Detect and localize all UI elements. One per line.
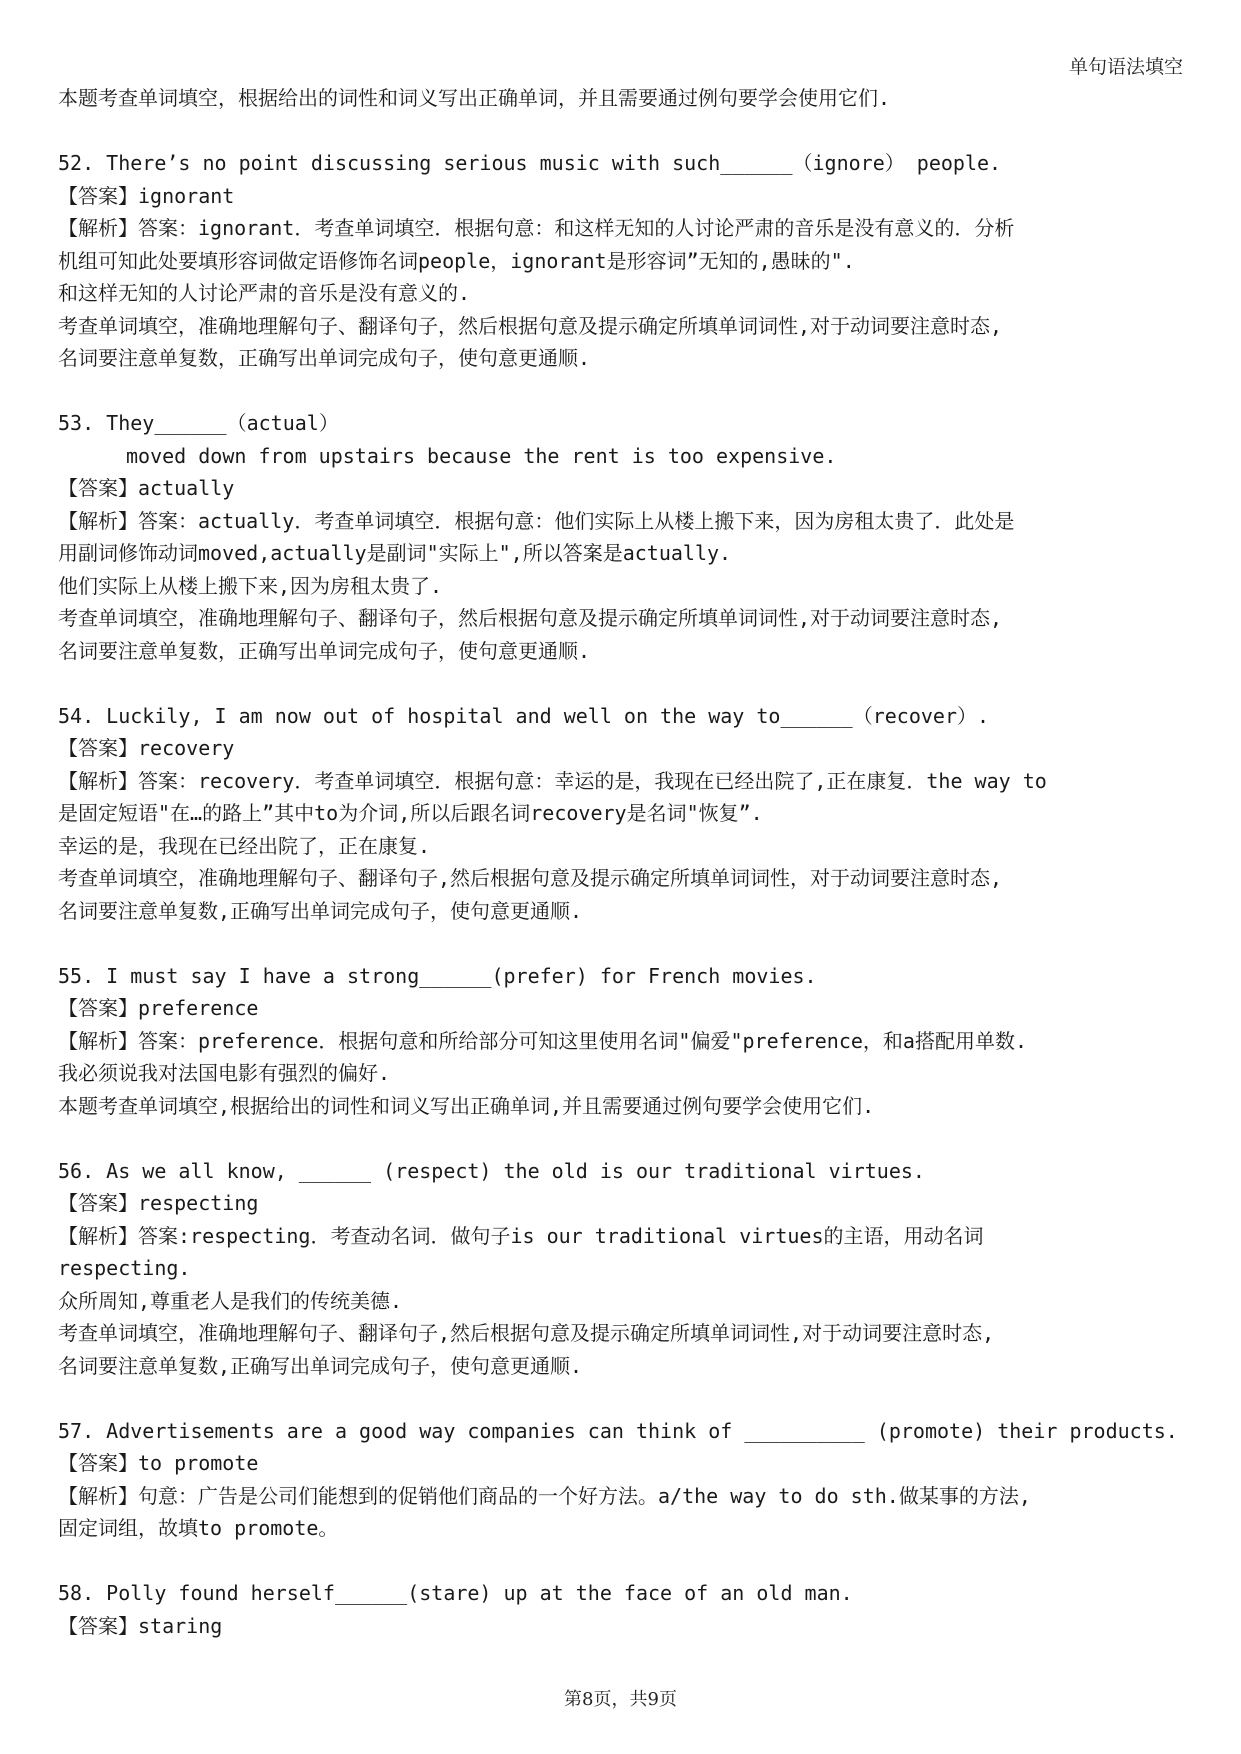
question-54 [58,700,1188,928]
analysis-line: 【解析】答案：actually．考查单词填空．根据句意：他们实际上从楼上搬下来，因为房租太贵了．此处是 [58,508,1015,533]
analysis-line: 【解析】答案：ignorant．考查单词填空．根据句意：和这样无知的人讨论严肃的音乐是没有意义的．分析 [58,216,1015,240]
analysis-line: 名词要注意单复数，正确写出单词完成句子，使句意更通顺. [58,346,591,370]
analysis-line: 名词要注意单复数，正确写出单词完成句子，使句意更通顺. [58,638,591,663]
question-stem: 53. They______（actual） [58,411,339,435]
analysis-line: 考查单词填空，准确地理解句子、翻译句子,然后根据句意及提示确定所填单词词性,对于动词要注意时态, [58,1321,995,1345]
question-stem: 57. Advertisements are a good way companies can think of __________ (promote) their products. [58,1418,1178,1443]
question-stem: 56. As we all know, ______ (respect) the old is our traditional virtues. [58,1158,925,1183]
question-stem: 54. Luckily, I am now out of hospital and well on the way to______（recover）. [58,703,990,728]
answer-line: 【答案】to promote [58,1451,259,1475]
question-57 [58,1415,1188,1545]
intro-text: 本题考查单词填空，根据给出的词性和词义写出正确单词，并且需要通过例句要学会使用它们. [58,86,891,110]
analysis-line: 考查单词填空，准确地理解句子、翻译句子，然后根据句意及提示确定所填单词词性,对于动词要注意时态, [58,606,1003,630]
analysis-line: 是固定短语"在…的路上”其中to为介词,所以后跟名词recovery是名词"恢复”. [58,801,763,825]
analysis-line: 众所周知,尊重老人是我们的传统美德. [58,1288,403,1313]
analysis-line: 名词要注意单复数,正确写出单词完成句子，使句意更通顺. [58,898,583,923]
analysis-line: 考查单词填空，准确地理解句子、翻译句子,然后根据句意及提示确定所填单词词性，对于动词要注意时态, [58,866,1003,890]
answer-line: 【答案】preference [58,996,259,1020]
analysis-line: 【解析】答案:respecting．考查动名词．做句子is our traditional virtues的主语，用动名词 [58,1223,984,1248]
analysis-line: 和这样无知的人讨论严肃的音乐是没有意义的. [58,281,471,305]
question-stem: 52. There’s no point discussing serious music with such______（ignore） people. [58,151,1002,175]
question-58 [58,1577,1188,1642]
analysis-line: 机组可知此处要填形容词做定语修饰名词people，ignorant是形容词”无知的,愚昧的". [58,248,855,273]
question-56 [58,1155,1188,1383]
page-number: 第8页，共9页 [564,1689,677,1710]
analysis-line: 考查单词填空，准确地理解句子、翻译句子，然后根据句意及提示确定所填单词词性,对于动词要注意时态, [58,313,1003,338]
question-stem: 58. Polly found herself______(stare) up at the face of an old man. [58,1581,853,1605]
document-body [58,82,1188,1642]
analysis-line: 【解析】答案：recovery．考查单词填空．根据句意：幸运的是，我现在已经出院了,正在康复．the way to [58,768,1047,793]
question-stem: 55. I must say I have a strong______(prefer) for French movies. [58,963,817,988]
answer-line: 【答案】actually [58,476,235,500]
answer-line: 【答案】staring [58,1613,223,1638]
analysis-line: 本题考查单词填空,根据给出的词性和词义写出正确单词,并且需要通过例句要学会使用它们. [58,1093,875,1118]
answer-line: 【答案】ignorant [58,183,235,208]
answer-line: 【答案】recovery [58,736,235,760]
analysis-line: 【解析】句意：广告是公司们能想到的促销他们商品的一个好方法。a/the way to do sth.做某事的方法, [58,1483,1031,1508]
analysis-line: 名词要注意单复数,正确写出单词完成句子，使句意更通顺. [58,1353,583,1378]
question-53 [58,407,1188,667]
answer-line: 【答案】respecting [58,1191,259,1215]
question-stem-continuation: moved down from upstairs because the rent is too expensive. [126,443,837,468]
question-52 [58,147,1188,375]
question-55 [58,960,1188,1123]
analysis-line: 他们实际上从楼上搬下来,因为房租太贵了. [58,573,443,598]
analysis-line: respecting. [58,1256,191,1280]
analysis-line: 固定词组，故填to promote。 [58,1516,339,1540]
running-header: 单句语法填空 [1068,56,1183,78]
analysis-line: 幸运的是，我现在已经出院了，正在康复. [58,833,431,858]
analysis-line: 用副词修饰动词moved,actually是副词"实际上",所以答案是actually. [58,541,732,565]
analysis-line: 我必须说我对法国电影有强烈的偏好. [58,1061,391,1085]
analysis-line: 【解析】答案：preference．根据句意和所给部分可知这里使用名词"偏爱"preference，和a搭配用单数. [58,1028,1027,1053]
